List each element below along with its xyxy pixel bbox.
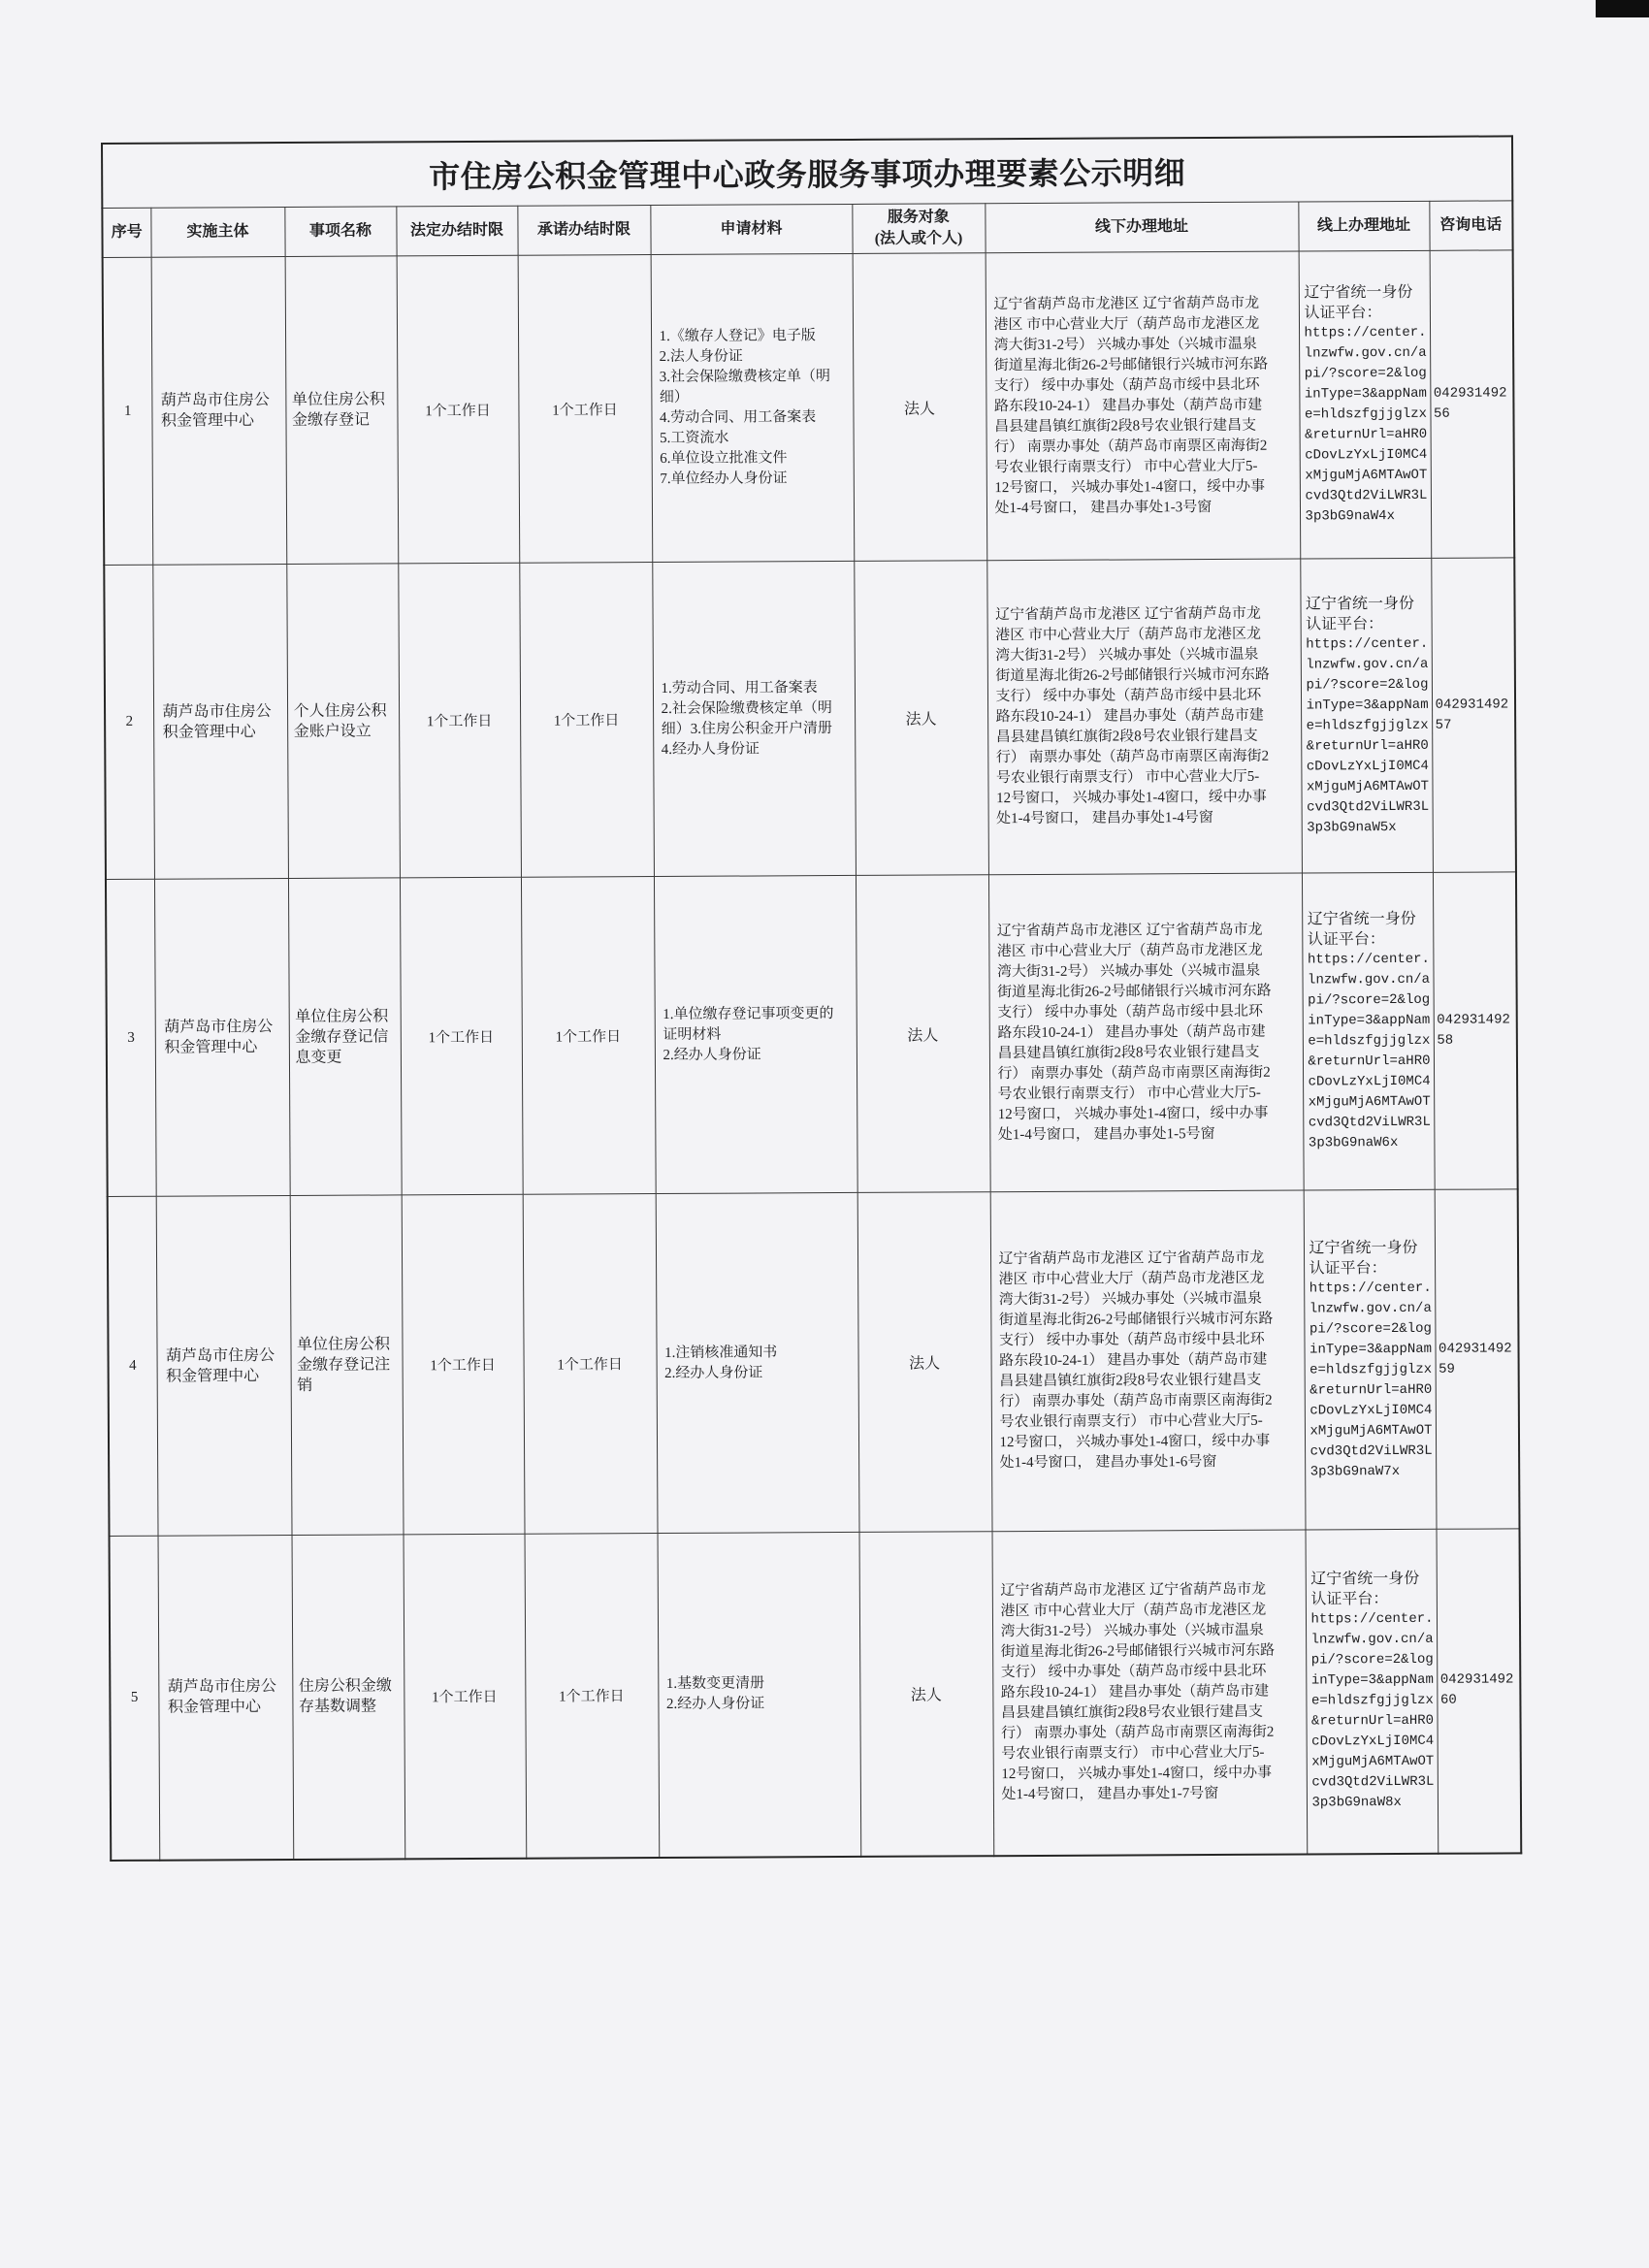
cell-legal-limit: 1个工作日 bbox=[402, 1194, 525, 1535]
cell-offline-address-line: 行） 南票办事处（葫芦岛市南票区南海街2 bbox=[1001, 1724, 1275, 1741]
cell-entity bbox=[151, 257, 287, 566]
cell-online-address-line: https://center. bbox=[1304, 324, 1427, 341]
cell-online-address bbox=[1304, 1189, 1437, 1530]
cell-service-target: 法人 bbox=[856, 875, 990, 1193]
cell-offline-address-line: 路东段10-24-1） 建昌办事处（葫芦岛市建 bbox=[999, 1351, 1268, 1370]
disclosure-table-sheet bbox=[101, 135, 1520, 1861]
cell-phone-line: 58 bbox=[1437, 1032, 1454, 1049]
cell-materials-line: 1.注销核准通知书 bbox=[663, 1344, 778, 1361]
cell-offline-address-line: 支行） 绥中办事处（葫芦岛市绥中县北环 bbox=[998, 1331, 1265, 1349]
cell-offline-address-line: 支行） 绥中办事处（葫芦岛市绥中县北环 bbox=[1000, 1663, 1267, 1680]
cell-entity bbox=[154, 879, 290, 1197]
cell-online-address-line: xMjguMjA6MTAwOT bbox=[1306, 778, 1430, 795]
cell-online-address-line: cDovLzYxLjI0MC4 bbox=[1311, 1733, 1435, 1750]
cell-phone bbox=[1430, 250, 1515, 558]
cell-online-address-line: 3p3bG9naW6x bbox=[1308, 1135, 1399, 1151]
header-service-target-note: (法人或个人) bbox=[874, 230, 963, 247]
cell-offline-address-line: 处1-4号窗口， 建昌办事处1-4号窗 bbox=[996, 810, 1213, 827]
cell-online-address-line: cvd3Qtd2ViLWR3L bbox=[1311, 1774, 1435, 1791]
cell-offline-address-line: 湾大街31-2号） 兴城办事处（兴城市温泉 bbox=[998, 1290, 1263, 1309]
cell-entity bbox=[158, 1535, 294, 1860]
cell-entity-line: 积金管理中心 bbox=[166, 1367, 260, 1385]
cell-offline-address-line: 号农业银行南票支行） 市中心营业大厅5- bbox=[1001, 1744, 1265, 1762]
header-offline-address: 线下办理地址 bbox=[985, 202, 1298, 253]
cell-legal-limit: 1个工作日 bbox=[404, 1534, 527, 1859]
cell-item-name-line: 息变更 bbox=[295, 1049, 342, 1066]
cell-online-address-line: 认证平台： bbox=[1310, 1591, 1389, 1608]
cell-entity-line: 葫芦岛市住房公 bbox=[166, 1346, 275, 1365]
cell-materials-line: 7.单位经办人身份证 bbox=[660, 470, 788, 487]
cell-offline-address-line: 支行） 绥中办事处（葫芦岛市绥中县北环 bbox=[997, 1003, 1264, 1021]
cell-online-address-line: 3p3bG9naW4x bbox=[1305, 508, 1395, 525]
cell-online-address-line: 认证平台： bbox=[1307, 931, 1385, 949]
cell-offline-address-line: 12号窗口， 兴城办事处1-4窗口，绥中办事 bbox=[997, 1105, 1269, 1122]
cell-phone-line: 042931492 bbox=[1439, 1671, 1514, 1689]
cell-entity-line: 葫芦岛市住房公 bbox=[160, 392, 270, 409]
cell-offline-address-line: 湾大街31-2号） 兴城办事处（兴城市温泉 bbox=[995, 646, 1259, 664]
cell-online-address-line: inType=3&appNam bbox=[1310, 1672, 1434, 1689]
cell-phone-line: 60 bbox=[1439, 1692, 1457, 1709]
cell-online-address-line: xMjguMjA6MTAwOT bbox=[1311, 1754, 1435, 1770]
cell-offline-address-line: 湾大街31-2号） 兴城办事处（兴城市温泉 bbox=[1000, 1622, 1264, 1639]
cell-phone bbox=[1433, 872, 1518, 1189]
cell-online-address bbox=[1302, 872, 1435, 1190]
cell-index: 5 bbox=[110, 1536, 160, 1860]
cell-offline-address-line: 街道星海北街26-2号邮储银行兴城市河东路 bbox=[995, 666, 1270, 685]
cell-materials-line: 证明材料 bbox=[663, 1026, 722, 1043]
cell-offline-address-line: 支行） 绥中办事处（葫芦岛市绥中县北环 bbox=[995, 687, 1262, 705]
cell-online-address-line: 辽宁省统一身份 bbox=[1307, 910, 1416, 928]
table-row bbox=[103, 250, 1515, 566]
cell-materials-line: 1.劳动合同、用工备案表 bbox=[661, 679, 818, 697]
cell-promised-limit: 1个工作日 bbox=[523, 1194, 658, 1535]
cell-online-address bbox=[1300, 558, 1433, 873]
cell-service-target: 法人 bbox=[854, 561, 988, 876]
cell-online-address-line: e=hldszfgjjglzx bbox=[1308, 1032, 1431, 1050]
header-index: 序号 bbox=[102, 208, 150, 257]
cell-entity-line: 积金管理中心 bbox=[167, 1699, 262, 1716]
table-row bbox=[104, 558, 1516, 880]
cell-item-name bbox=[286, 564, 400, 879]
cell-entity-line: 葫芦岛市住房公 bbox=[164, 1019, 274, 1036]
cell-offline-address-line: 路东段10-24-1） 建昌办事处（葫芦岛市建 bbox=[995, 707, 1264, 726]
cell-online-address-line: 辽宁省统一身份 bbox=[1310, 1571, 1420, 1588]
page-title: 市住房公积金管理中心政务服务事项办理要素公示明细 bbox=[102, 136, 1512, 208]
cell-index: 3 bbox=[106, 879, 156, 1196]
disclosure-table bbox=[101, 135, 1522, 1861]
cell-online-address-line: xMjguMjA6MTAwOT bbox=[1305, 467, 1428, 484]
cell-online-address-line: https://center. bbox=[1307, 951, 1430, 968]
cell-materials bbox=[651, 253, 855, 562]
cell-offline-address-line: 路东段10-24-1） 建昌办事处（葫芦岛市建 bbox=[1000, 1683, 1270, 1701]
cell-online-address bbox=[1299, 250, 1432, 559]
cell-item-name-line: 金缴存登记信 bbox=[295, 1027, 389, 1046]
cell-online-address-line: cDovLzYxLjI0MC4 bbox=[1305, 446, 1428, 464]
cell-offline-address-line: 昌县建昌镇红旗街2段8号农业银行建昌支 bbox=[1000, 1703, 1264, 1721]
cell-online-address-line: 认证平台： bbox=[1309, 1259, 1387, 1277]
cell-item-name-line: 单位住房公积 bbox=[291, 391, 385, 408]
cell-online-address-line: 辽宁省统一身份 bbox=[1309, 1239, 1418, 1256]
cell-online-address-line: cvd3Qtd2ViLWR3L bbox=[1305, 487, 1428, 504]
cell-item-name bbox=[288, 878, 402, 1196]
cell-materials-line: 5.工资流水 bbox=[660, 430, 729, 446]
cell-item-name-line: 销 bbox=[297, 1377, 313, 1394]
cell-offline-address-line: 路东段10-24-1） 建昌办事处（葫芦岛市建 bbox=[997, 1023, 1266, 1041]
cell-legal-limit: 1个工作日 bbox=[400, 877, 523, 1195]
cell-materials-line: 1.《缴存人登记》电子版 bbox=[659, 328, 816, 344]
cell-item-name-line: 单位住房公积 bbox=[296, 1336, 391, 1353]
cell-offline-address-line: 号农业银行南票支行） 市中心营业大厅5- bbox=[999, 1412, 1263, 1431]
cell-offline-address-line: 12号窗口， 兴城办事处1-4窗口，绥中办事 bbox=[999, 1433, 1271, 1451]
cell-offline-address-line: 号农业银行南票支行） 市中心营业大厅5- bbox=[997, 1085, 1261, 1102]
cell-item-name-line: 金缴存登记 bbox=[291, 411, 371, 429]
cell-offline-address-line: 处1-4号窗口， 建昌办事处1-6号窗 bbox=[999, 1453, 1217, 1472]
cell-phone-line: 59 bbox=[1439, 1361, 1455, 1377]
cell-index: 2 bbox=[104, 565, 154, 879]
cell-materials bbox=[658, 1532, 861, 1857]
cell-entity-line: 葫芦岛市住房公 bbox=[167, 1678, 276, 1696]
cell-online-address-line: 辽宁省统一身份 bbox=[1304, 283, 1413, 302]
scan-edge-mark bbox=[1596, 0, 1649, 17]
cell-materials-line: 细）3.住房公积金开户清册 bbox=[661, 720, 832, 737]
cell-item-name-line: 金缴存登记注 bbox=[297, 1356, 391, 1374]
cell-service-target: 法人 bbox=[857, 1192, 992, 1533]
cell-index: 1 bbox=[103, 257, 153, 565]
cell-online-address-line: &returnUrl=aHR0 bbox=[1308, 1053, 1431, 1070]
cell-item-name bbox=[285, 256, 399, 565]
cell-offline-address-line: 处1-4号窗口， 建昌办事处1-3号窗 bbox=[994, 499, 1212, 516]
cell-online-address-line: https://center. bbox=[1310, 1611, 1434, 1628]
table-row bbox=[110, 1529, 1522, 1861]
cell-offline-address-line: 港区 市中心营业大厅（葫芦岛市龙港区龙 bbox=[996, 942, 1263, 959]
cell-offline-address-line: 支行） 绥中办事处（葫芦岛市绥中县北环 bbox=[993, 376, 1260, 394]
cell-online-address-line: e=hldszfgjjglzx bbox=[1304, 405, 1428, 423]
cell-offline-address-line: 辽宁省葫芦岛市龙港区 辽宁省葫芦岛市龙 bbox=[1000, 1581, 1267, 1599]
cell-offline-address-line: 街道星海北街26-2号邮储银行兴城市河东路 bbox=[1000, 1642, 1276, 1660]
cell-promised-limit: 1个工作日 bbox=[521, 877, 656, 1195]
cell-online-address-line: cvd3Qtd2ViLWR3L bbox=[1307, 798, 1430, 816]
cell-online-address-line: inType=3&appNam bbox=[1306, 697, 1429, 714]
table-row bbox=[106, 872, 1518, 1197]
header-materials: 申请材料 bbox=[650, 204, 852, 254]
cell-online-address-line: pi/?score=2&log bbox=[1306, 676, 1429, 694]
cell-offline-address-line: 12号窗口， 兴城办事处1-4窗口，绥中办事 bbox=[994, 478, 1266, 496]
cell-online-address-line: lnzwfw.gov.cn/a bbox=[1310, 1632, 1434, 1648]
cell-entity bbox=[152, 565, 288, 880]
cell-offline-address bbox=[986, 251, 1301, 561]
cell-online-address-line: cvd3Qtd2ViLWR3L bbox=[1310, 1442, 1433, 1459]
cell-phone-line: 042931492 bbox=[1437, 1012, 1510, 1028]
header-item-name: 事项名称 bbox=[284, 207, 396, 257]
cell-online-address-line: 认证平台： bbox=[1304, 305, 1382, 322]
table-body bbox=[103, 250, 1522, 1861]
cell-offline-address-line: 昌县建昌镇红旗街2段8号农业银行建昌支 bbox=[994, 417, 1257, 435]
cell-offline-address-line: 路东段10-24-1） 建昌办事处（葫芦岛市建 bbox=[993, 397, 1263, 414]
cell-offline-address-line: 辽宁省葫芦岛市龙港区 辽宁省葫芦岛市龙 bbox=[996, 922, 1263, 939]
cell-online-address-line: xMjguMjA6MTAwOT bbox=[1308, 1093, 1431, 1111]
cell-offline-address-line: 港区 市中心营业大厅（葫芦岛市龙港区龙 bbox=[995, 626, 1261, 644]
cell-online-address-line: inType=3&appNam bbox=[1304, 385, 1427, 403]
cell-phone bbox=[1431, 558, 1516, 872]
cell-phone-line: 042931492 bbox=[1435, 696, 1509, 713]
cell-item-name bbox=[290, 1195, 404, 1536]
cell-offline-address-line: 街道星海北街26-2号邮储银行兴城市河东路 bbox=[993, 356, 1269, 373]
header-promised-limit: 承诺办结时限 bbox=[517, 206, 650, 256]
cell-offline-address bbox=[992, 1530, 1308, 1856]
cell-offline-address bbox=[990, 1190, 1306, 1532]
cell-item-name-line: 住房公积金缴 bbox=[298, 1677, 392, 1696]
cell-materials-line: 2.法人身份证 bbox=[659, 348, 743, 365]
cell-offline-address-line: 街道星海北街26-2号邮储银行兴城市河东路 bbox=[998, 1311, 1274, 1329]
cell-online-address-line: https://center. bbox=[1306, 635, 1429, 653]
cell-online-address-line: cDovLzYxLjI0MC4 bbox=[1306, 758, 1429, 775]
cell-offline-address-line: 昌县建昌镇红旗街2段8号农业银行建昌支 bbox=[995, 728, 1258, 746]
cell-online-address-line: pi/?score=2&log bbox=[1304, 365, 1427, 382]
cell-online-address bbox=[1306, 1529, 1439, 1854]
cell-offline-address-line: 行） 南票办事处（葫芦岛市南票区南海街2 bbox=[997, 1064, 1271, 1082]
cell-legal-limit: 1个工作日 bbox=[397, 255, 520, 564]
cell-online-address-line: cvd3Qtd2ViLWR3L bbox=[1308, 1114, 1431, 1131]
cell-index: 4 bbox=[108, 1196, 158, 1536]
cell-materials-line: 1.单位缴存登记事项变更的 bbox=[663, 1005, 834, 1022]
cell-offline-address-line: 港区 市中心营业大厅（葫芦岛市龙港区龙 bbox=[998, 1270, 1265, 1288]
cell-item-name bbox=[292, 1535, 405, 1860]
cell-offline-address-line: 处1-4号窗口， 建昌办事处1-5号窗 bbox=[997, 1125, 1215, 1143]
cell-online-address-line: e=hldszfgjjglzx bbox=[1310, 1361, 1433, 1377]
cell-offline-address-line: 辽宁省葫芦岛市龙港区 辽宁省葫芦岛市龙 bbox=[995, 605, 1261, 624]
cell-offline-address-line: 湾大街31-2号） 兴城办事处（兴城市温泉 bbox=[996, 962, 1261, 980]
cell-offline-address bbox=[988, 873, 1304, 1192]
cell-item-name-line: 存基数调整 bbox=[298, 1698, 377, 1716]
cell-offline-address-line: 湾大街31-2号） 兴城办事处（兴城市温泉 bbox=[993, 336, 1257, 353]
cell-materials-line: 1.基数变更清册 bbox=[665, 1675, 765, 1693]
cell-online-address-line: 辽宁省统一身份 bbox=[1305, 595, 1415, 613]
cell-service-target: 法人 bbox=[853, 253, 987, 562]
header-legal-limit: 法定办结时限 bbox=[396, 206, 517, 256]
cell-materials-line: 4.劳动合同、用工备案表 bbox=[659, 409, 817, 426]
cell-materials-line: 6.单位设立批准文件 bbox=[660, 450, 788, 467]
cell-materials-line: 2.社会保险缴费核定单（明 bbox=[661, 699, 832, 717]
cell-materials-line: 4.经办人身份证 bbox=[661, 740, 760, 758]
cell-online-address-line: lnzwfw.gov.cn/a bbox=[1307, 971, 1431, 988]
cell-online-address-line: pi/?score=2&log bbox=[1308, 991, 1431, 1009]
cell-offline-address-line: 行） 南票办事处（葫芦岛市南票区南海街2 bbox=[999, 1392, 1273, 1410]
cell-online-address-line: &returnUrl=aHR0 bbox=[1305, 426, 1428, 443]
cell-offline-address-line: 辽宁省葫芦岛市龙港区 辽宁省葫芦岛市龙 bbox=[993, 295, 1260, 312]
cell-entity bbox=[156, 1195, 292, 1536]
cell-online-address-line: 3p3bG9naW7x bbox=[1310, 1463, 1401, 1479]
cell-online-address-line: &returnUrl=aHR0 bbox=[1310, 1381, 1433, 1398]
cell-online-address-line: &returnUrl=aHR0 bbox=[1310, 1713, 1435, 1730]
cell-online-address-line: cDovLzYxLjI0MC4 bbox=[1308, 1073, 1431, 1090]
header-entity: 实施主体 bbox=[150, 208, 284, 258]
table-row bbox=[108, 1189, 1520, 1537]
cell-materials-line: 2.经办人身份证 bbox=[664, 1364, 763, 1381]
cell-online-address-line: cDovLzYxLjI0MC4 bbox=[1310, 1402, 1433, 1418]
cell-online-address-line: xMjguMjA6MTAwOT bbox=[1310, 1422, 1433, 1439]
cell-online-address-line: 3p3bG9naW5x bbox=[1307, 819, 1397, 836]
header-service-target bbox=[852, 204, 985, 254]
cell-item-name-line: 金账户设立 bbox=[293, 723, 372, 740]
cell-materials bbox=[656, 1192, 859, 1533]
cell-offline-address-line: 港区 市中心营业大厅（葫芦岛市龙港区龙 bbox=[993, 315, 1260, 333]
cell-offline-address-line: 行） 南票办事处（葫芦岛市南票区南海街2 bbox=[995, 748, 1270, 766]
cell-promised-limit: 1个工作日 bbox=[525, 1534, 660, 1859]
cell-item-name-line: 单位住房公积 bbox=[295, 1007, 389, 1025]
header-online-address: 线上办理地址 bbox=[1298, 201, 1429, 251]
cell-phone-line: 57 bbox=[1435, 717, 1452, 733]
cell-offline-address-line: 港区 市中心营业大厅（葫芦岛市龙港区龙 bbox=[1000, 1602, 1267, 1619]
cell-online-address-line: lnzwfw.gov.cn/a bbox=[1304, 344, 1427, 362]
cell-online-address-line: inType=3&appNam bbox=[1309, 1341, 1433, 1357]
cell-offline-address bbox=[986, 559, 1302, 875]
cell-item-name-line: 个人住房公积 bbox=[293, 701, 387, 720]
cell-service-target: 法人 bbox=[859, 1532, 994, 1857]
cell-offline-address-line: 昌县建昌镇红旗街2段8号农业银行建昌支 bbox=[999, 1372, 1262, 1390]
header-phone: 咨询电话 bbox=[1429, 201, 1512, 250]
cell-entity-line: 积金管理中心 bbox=[160, 412, 255, 430]
cell-online-address-line: lnzwfw.gov.cn/a bbox=[1306, 656, 1429, 673]
cell-materials-line: 3.社会保险缴费核定单（明 bbox=[659, 369, 831, 385]
cell-offline-address-line: 12号窗口， 兴城办事处1-4窗口，绥中办事 bbox=[1001, 1765, 1273, 1782]
cell-online-address-line: e=hldszfgjjglzx bbox=[1310, 1693, 1435, 1709]
cell-online-address-line: pi/?score=2&log bbox=[1309, 1320, 1432, 1337]
cell-entity-line: 积金管理中心 bbox=[164, 1039, 258, 1056]
cell-phone-line: 042931492 bbox=[1433, 385, 1507, 402]
cell-offline-address-line: 昌县建昌镇红旗街2段8号农业银行建昌支 bbox=[997, 1044, 1260, 1061]
cell-online-address-line: e=hldszfgjjglzx bbox=[1306, 717, 1429, 734]
cell-online-address-line: 3p3bG9naW8x bbox=[1311, 1795, 1402, 1811]
cell-materials-line: 2.经办人身份证 bbox=[663, 1046, 761, 1063]
cell-offline-address-line: 街道星海北街26-2号邮储银行兴城市河东路 bbox=[997, 983, 1272, 1000]
cell-offline-address-line: 处1-4号窗口， 建昌办事处1-7号窗 bbox=[1001, 1785, 1219, 1802]
cell-phone-line: 042931492 bbox=[1438, 1340, 1512, 1357]
cell-entity-line: 积金管理中心 bbox=[162, 723, 256, 741]
cell-entity-line: 葫芦岛市住房公 bbox=[162, 702, 272, 721]
cell-legal-limit: 1个工作日 bbox=[398, 563, 521, 878]
cell-online-address-line: pi/?score=2&log bbox=[1310, 1652, 1434, 1669]
cell-phone bbox=[1435, 1189, 1520, 1529]
cell-online-address-line: https://center. bbox=[1309, 1280, 1432, 1296]
cell-online-address-line: inType=3&appNam bbox=[1308, 1012, 1431, 1029]
cell-offline-address-line: 行） 南票办事处（葫芦岛市南票区南海街2 bbox=[994, 437, 1268, 455]
cell-phone-line: 56 bbox=[1433, 405, 1450, 422]
cell-promised-limit: 1个工作日 bbox=[519, 563, 654, 878]
cell-phone bbox=[1437, 1529, 1522, 1853]
header-service-target-label: 服务对象 bbox=[887, 209, 950, 226]
cell-online-address-line: &returnUrl=aHR0 bbox=[1306, 737, 1429, 755]
cell-materials-line: 2.经办人身份证 bbox=[665, 1696, 765, 1713]
title-row bbox=[102, 136, 1512, 208]
cell-offline-address-line: 辽宁省葫芦岛市龙港区 辽宁省葫芦岛市龙 bbox=[998, 1249, 1265, 1268]
cell-offline-address-line: 12号窗口， 兴城办事处1-4窗口，绥中办事 bbox=[996, 789, 1267, 807]
cell-online-address-line: lnzwfw.gov.cn/a bbox=[1309, 1300, 1432, 1316]
cell-materials bbox=[652, 561, 856, 876]
cell-promised-limit: 1个工作日 bbox=[518, 255, 653, 564]
cell-materials bbox=[654, 875, 857, 1193]
cell-offline-address-line: 号农业银行南票支行） 市中心营业大厅5- bbox=[994, 458, 1258, 475]
cell-online-address-line: 认证平台： bbox=[1306, 615, 1384, 633]
cell-offline-address-line: 号农业银行南票支行） 市中心营业大厅5- bbox=[995, 768, 1260, 787]
header-row bbox=[102, 201, 1512, 258]
cell-materials-line: 细） bbox=[659, 389, 689, 405]
